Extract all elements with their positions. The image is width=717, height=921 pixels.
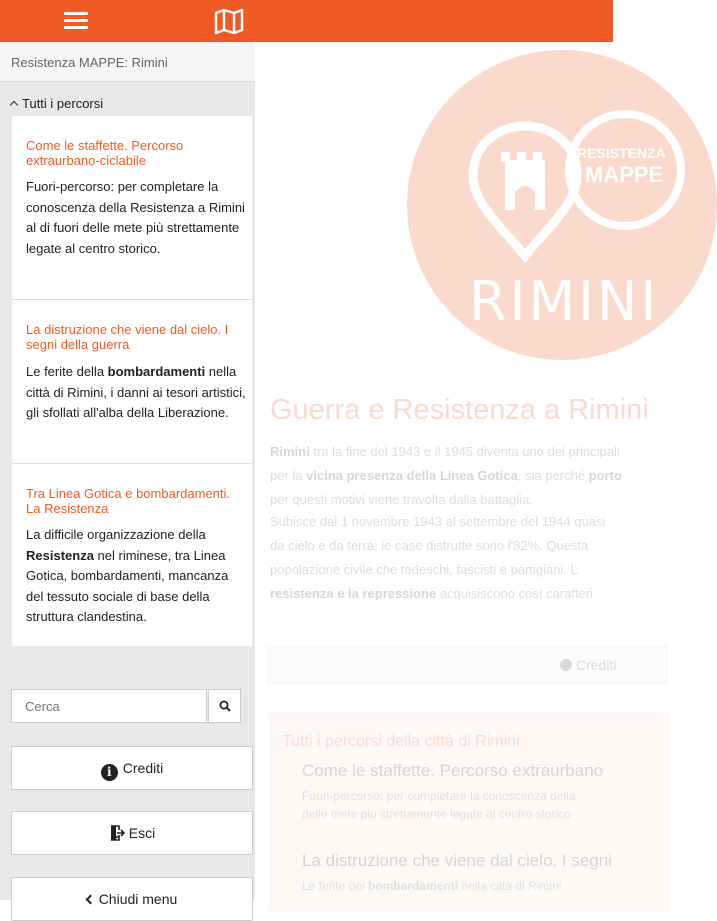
logo-city-name: RIMINI <box>469 270 660 333</box>
route-link[interactable]: La distruzione che viene dal cielo. I segni <box>302 851 612 870</box>
close-menu-button[interactable] <box>11 877 253 921</box>
credits-button[interactable] <box>11 746 253 790</box>
chevron-left-icon <box>85 895 95 905</box>
page-title: Guerra e Resistenza a Rimini <box>270 394 649 426</box>
route-card[interactable] <box>12 116 252 300</box>
exit-button-label: Esci <box>128 825 156 841</box>
route-card[interactable] <box>12 300 252 464</box>
route-link[interactable]: Come le staffette. Percorso extraurbano <box>302 761 604 780</box>
route-description: La difficile organizzazione della Resistenza nel riminese, tra Linea Gotica, bombardamenti, mancanza del tessuto sociale di base della struttura clandestina. <box>26 527 229 624</box>
drawer-title: Resistenza MAPPE: Rimini <box>11 55 168 70</box>
main-content <box>255 42 666 900</box>
credits-bar[interactable] <box>267 646 667 684</box>
drawer-header <box>0 42 255 82</box>
route-title[interactable]: La distruzione che viene dal cielo. I segni della guerra <box>26 322 229 352</box>
exit-button[interactable] <box>11 811 253 855</box>
search-button[interactable] <box>208 689 241 723</box>
credits-button-label: Crediti <box>122 760 164 776</box>
route-description: Fuori-percorso: per completare la conoscenza della Resistenza a Rimini al di fuori delle mete più strettamente legate al centro storico. <box>26 179 245 256</box>
search-icon <box>219 700 231 712</box>
map-icon[interactable] <box>214 8 244 34</box>
info-icon <box>560 659 572 671</box>
route-desc: Fuori-percorso: per completare la conoscenza della delle mete più strettamente legate al centro storico <box>302 789 576 821</box>
info-icon: i <box>101 764 118 781</box>
navigation-drawer <box>0 42 255 907</box>
rimini-logo <box>407 50 717 360</box>
route-card[interactable] <box>12 464 252 646</box>
top-app-bar <box>0 0 613 42</box>
route-list <box>12 116 252 646</box>
exit-icon <box>109 825 125 841</box>
intro-paragraph-2: Subisce dal 1 novembre 1943 al settembre del 1944 quasi da cielo e da terra; le case distrutte sono l'82%. Questa popolazione civile che tedeschi, fascisti e partigiani. L resistenza e la repressione acquisiscono così caratteri <box>270 514 606 601</box>
search-input[interactable] <box>11 689 207 723</box>
routes-box <box>269 712 669 912</box>
credits-bar-label: Crediti <box>576 657 617 673</box>
route-title[interactable]: Tra Linea Gotica e bombardamenti. La Resistenza <box>26 486 231 516</box>
hamburger-icon[interactable] <box>64 12 88 30</box>
route-desc: Le ferite dei bombardamenti nella città di Rimini <box>302 879 562 893</box>
all-routes-toggle[interactable] <box>11 96 103 111</box>
all-routes-label: Tutti i percorsi <box>22 96 104 111</box>
close-menu-label: Chiudi menu <box>98 891 178 907</box>
route-title[interactable]: Come le staffette. Percorso extraurbano-ciclabile <box>26 138 184 168</box>
badge-bottom-text: MAPPE <box>585 162 664 187</box>
route-description: Le ferite della bombardamenti nella città di Rimini, i danni ai tesori artistici, gli sfollati all'alba della Liberazione. <box>26 364 246 420</box>
routes-box-title: Tutti i percorsi della città di Rimini <box>282 733 520 750</box>
badge-top-text: RESISTENZA <box>577 145 666 161</box>
castle-pin-icon <box>465 120 585 260</box>
chevron-up-icon <box>10 101 18 109</box>
intro-paragraph-1: Rimini tra la fine del 1943 e il 1945 diventa uno dei principali per la vicina presenza della Linea Gotica, sia perché porto per questi motivi viene travolta dalla battaglia. <box>270 444 622 507</box>
